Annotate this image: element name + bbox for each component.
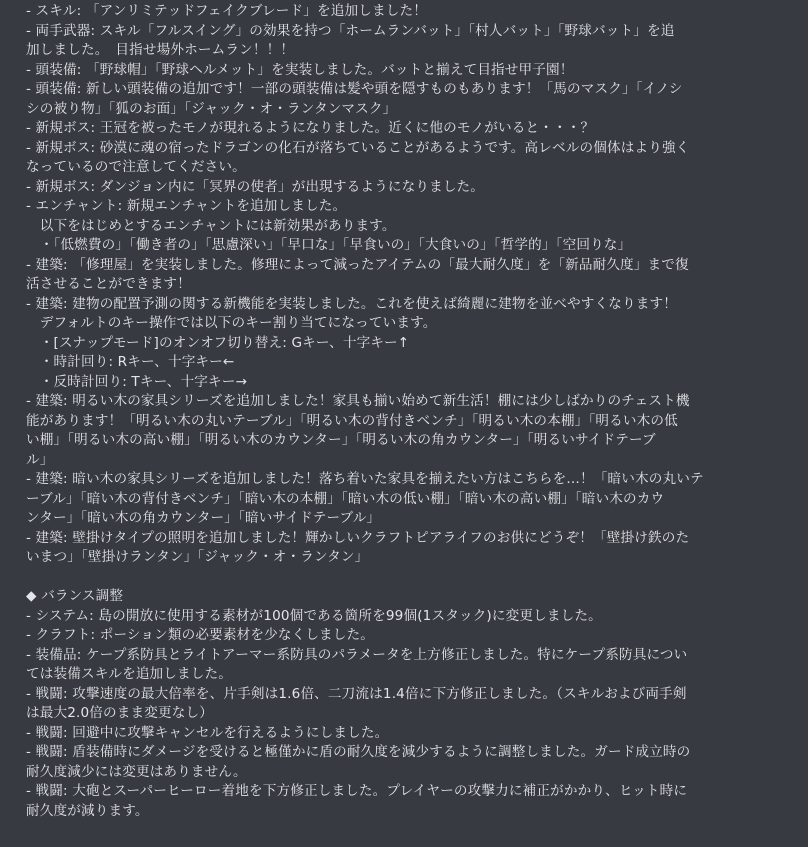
message-line: ・反時計回り: Tキー、十字キー→ xyxy=(26,373,248,390)
message-line: ◆ バランス調整 xyxy=(26,588,124,604)
message-line: - エンチャント: 新規エンチャントを追加しました。 xyxy=(26,198,347,214)
message-line: ては装備スキルを追加しました。 xyxy=(26,666,233,682)
message-line: - 頭装備: 新しい頭装備の追加です！一部の頭装備は髪や頭を隠すものもあります！「馬のマスク」「イノシ xyxy=(26,81,683,97)
message-line: - 建築: 壁掛けタイプの照明を追加しました！輝かしいクラフトピアライフのお供にどうぞ！「壁掛け鉄のた xyxy=(26,529,690,546)
message-line: - 新規ボス: 砂漠に魂の宿ったドラゴンの化石が落ちていることがあるようです。高レベルの個体はより強く xyxy=(26,139,690,156)
message-line: ・[スナップモード]のオンオフ切り替え: Gキー、十字キー↑ xyxy=(26,334,410,351)
message-line: - 戦闘: 攻撃速度の最大倍率を、片手剣は1.6倍、二刀流は1.4倍に下方修正しました。（スキルおよび両手剣 xyxy=(26,685,687,702)
message-line: - 建築: 「修理屋」を実装しました。修理によって減ったアイテムの「最大耐久度」を「新品耐久度」まで復 xyxy=(26,256,689,273)
message-line: - 装備品: ケープ系防具とライトアーマー系防具のパラメータを上方修正しました。特にケープ系防具につい xyxy=(26,646,688,663)
message-line xyxy=(26,568,784,588)
message-line: - 戦闘: 回避中に攻撃キャンセルを行えるようにしました。 xyxy=(26,724,389,741)
message-line: - スキル: 「アンリミテッドフェイクブレード」を追加しました！ xyxy=(26,3,427,19)
message-line: ーブル」「暗い木の背付きベンチ」「暗い木の本棚」「暗い木の低い棚」「暗い木の高い棚」「暗い木のカウ xyxy=(26,490,665,507)
message-line: は最大2.0倍のまま変更なし） xyxy=(26,705,213,721)
message-line: ンター」「暗い木の角カウンター」「暗いサイドテーブル」 xyxy=(26,510,381,526)
message-line: - 建築: 暗い木の家具シリーズを追加しました！落ち着いた家具を揃えたい方はこちらを…！「暗い木の丸いテ xyxy=(26,471,704,487)
message-line: - 新規ボス: ダンジョン内に「冥界の使者」が出現するようになりました。 xyxy=(26,178,485,195)
message-line: ・時計回り: Rキー、十字キー← xyxy=(26,354,235,370)
message-line: いまつ」「壁掛けランタン」「ジャック・オ・ランタン」 xyxy=(26,549,369,565)
message-line: - 頭装備: 「野球帽」「野球ヘルメット」を実装しました。バットと揃えて目指せ甲子園！ xyxy=(26,61,574,78)
message-line: 能があります！「明るい木の丸いテーブル」「明るい木の背付きベンチ」「明るい木の本棚」「明るい木の低 xyxy=(26,412,678,429)
message-line: - 建築: 建物の配置予測の関する新機能を実装しました。これを使えば綺麗に建物を並べやすくなります！ xyxy=(26,295,677,312)
message-line: い棚」「明るい木の高い棚」「明るい木のカウンター」「明るい木の角カウンター」「明るいサイドテーブ xyxy=(26,432,656,448)
message-line: なっているので注意してください。 xyxy=(26,159,246,175)
message-line: ・「低燃費の」「働き者の」「思慮深い」「早口な」「早食いの」「大食いの」「哲学的」「空回りな」 xyxy=(26,237,632,253)
message-line: - 戦闘: 盾装備時にダメージを受けると極僅かに盾の耐久度を減少するように調整しました。ガード成立時の xyxy=(26,744,691,760)
message-line: 加しました。 目指せ場外ホームラン！！！ xyxy=(26,42,295,58)
message-line: 以下をはじめとするエンチャントには新効果があります。 xyxy=(26,217,396,234)
message-line: - 戦闘: 大砲とスーパーヒーロー着地を下方修正しました。プレイヤーの攻撃力に補正がかかり、ヒット時に xyxy=(26,783,688,799)
message-line: - クラフト: ポーション類の必要素材を少なくしました。 xyxy=(26,627,375,643)
message-line: ル」 xyxy=(26,451,54,468)
message-line: - システム: 島の開放に使用する素材が100個である箇所を99個(1スタック)に変更しました。 xyxy=(26,607,602,624)
message-line: 活させることができます！ xyxy=(26,276,191,292)
message-line: 耐久度減少には変更はありません。 xyxy=(26,763,247,780)
message-line: 耐久度が減ります。 xyxy=(26,802,149,819)
message-line: - 新規ボス: 王冠を被ったモノが現れるようになりました。近くに他のモノがいると・・・？ xyxy=(26,120,595,136)
message-line: - 両手武器: スキル「フルスイング」の効果を持つ「ホームランバット」「村人バット」「野球バット」を追 xyxy=(26,22,675,39)
message-line: - 建築: 明るい木の家具シリーズを追加しました！家具も揃い始めて新生活！棚には少しばかりのチェスト機 xyxy=(26,393,690,409)
message-line: デフォルトのキー操作では以下のキー割り当てになっています。 xyxy=(26,315,437,331)
message-line: シの被り物」「狐のお面」「ジャック・オ・ランタンマスク」 xyxy=(26,100,397,117)
